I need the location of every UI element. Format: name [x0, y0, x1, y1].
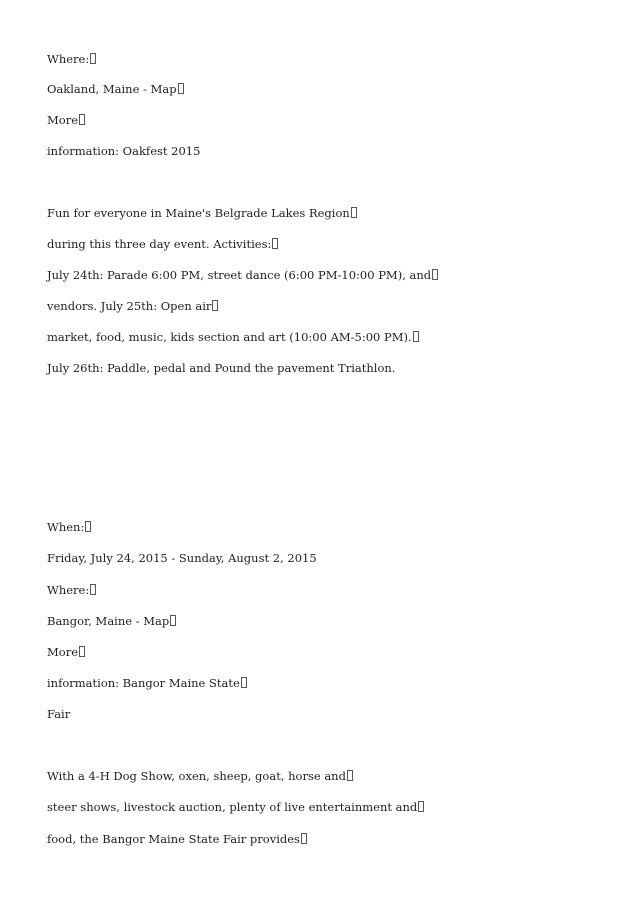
more-label: More — [47, 113, 79, 127]
where-label: Where: — [47, 52, 90, 66]
event2-info-cont-line — [47, 707, 70, 721]
event1-desc-line — [47, 237, 278, 251]
description-text: during this three day event. Activities: — [47, 237, 272, 251]
where-label: Where: — [47, 583, 90, 597]
missing-glyph-box — [432, 269, 438, 280]
description-text: July 24th: Parade 6:00 PM, street dance (6:00 PM-10:00 PM), and — [47, 268, 432, 282]
missing-glyph-box — [79, 114, 85, 125]
info-text: information: Oakfest 2015 — [47, 144, 201, 158]
event2-dates-line — [47, 551, 317, 565]
description-text: steer shows, livestock auction, plenty of live entertainment and — [47, 800, 418, 814]
description-text: July 26th: Paddle, pedal and Pound the pavement Triathlon. — [47, 361, 396, 375]
event1-info-line — [47, 144, 200, 158]
info-text: Fair — [47, 707, 71, 721]
dates-text: Friday, July 24, 2015 - Sunday, August 2, 2015 — [47, 551, 317, 565]
missing-glyph-box — [351, 207, 357, 218]
event2-desc-line — [47, 769, 353, 783]
missing-glyph-box — [90, 584, 96, 595]
missing-glyph-box — [301, 833, 307, 844]
missing-glyph-box — [272, 238, 278, 249]
event2-more-line — [47, 645, 85, 659]
location-text: Oakland, Maine - Map — [47, 82, 177, 96]
missing-glyph-box — [212, 300, 218, 311]
location-text: Bangor, Maine - Map — [47, 614, 170, 628]
event2-desc-line — [47, 832, 307, 846]
description-text: vendors. July 25th: Open air — [47, 299, 212, 313]
when-label: When: — [47, 520, 85, 534]
description-text: Fun for everyone in Maine's Belgrade Lakes Region — [47, 206, 350, 220]
missing-glyph-box — [241, 677, 247, 688]
event1-desc-line — [47, 299, 218, 313]
description-text: With a 4-H Dog Show, oxen, sheep, goat, horse and — [47, 769, 346, 783]
missing-glyph-box — [347, 770, 353, 781]
event1-desc-line — [47, 206, 357, 220]
event1-desc-line — [47, 268, 438, 282]
more-label: More — [47, 645, 79, 659]
event2-desc-line — [47, 800, 424, 814]
event2-when-line — [47, 520, 91, 534]
missing-glyph-box — [85, 521, 91, 532]
missing-glyph-box — [178, 83, 184, 94]
event2-info-line — [47, 676, 247, 690]
missing-glyph-box — [79, 646, 85, 657]
description-text: food, the Bangor Maine State Fair provides — [47, 832, 300, 846]
event1-desc-line — [47, 330, 419, 344]
description-text: market, food, music, kids section and art (10:00 AM-5:00 PM). — [47, 330, 412, 344]
event2-location-line — [47, 614, 176, 628]
missing-glyph-box — [170, 615, 176, 626]
event1-more-line — [47, 113, 85, 127]
event1-location-line — [47, 82, 184, 96]
event1-desc-line — [47, 361, 395, 375]
missing-glyph-box — [413, 331, 419, 342]
missing-glyph-box — [90, 53, 96, 64]
info-text: information: Bangor Maine State — [47, 676, 240, 690]
event2-where-line — [47, 583, 96, 597]
missing-glyph-box — [418, 801, 424, 812]
event1-where-line — [47, 52, 96, 66]
